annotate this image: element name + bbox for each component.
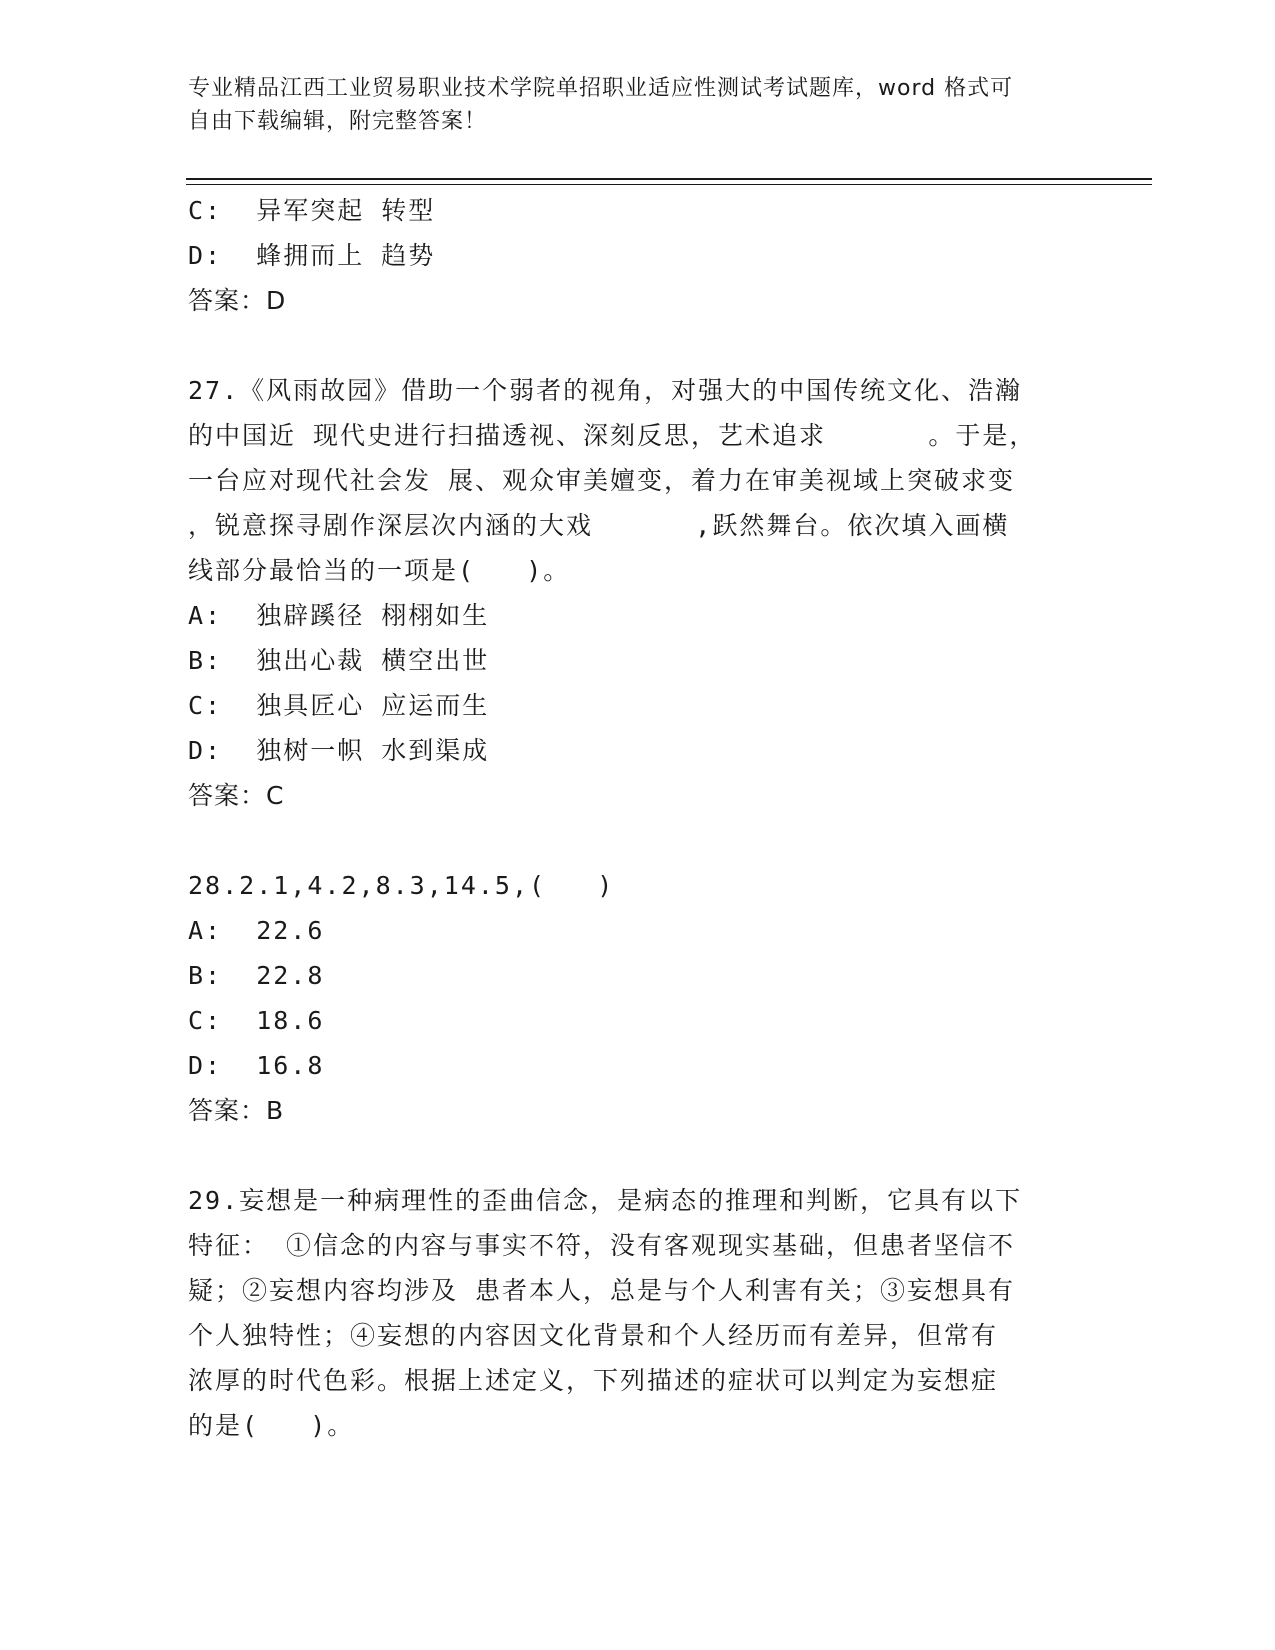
q29-stem-line: 29.妄想是一种病理性的歪曲信念，是病态的推理和判断，它具有以下 [188, 1186, 1023, 1215]
page-header [188, 72, 1088, 138]
q27-option-c: C: 独具匠心 应运而生 [188, 691, 490, 720]
q27-stem-line: 一台应对现代社会发 展、观众审美嬗变，着力在审美视域上突破求变 [188, 466, 1016, 495]
q26-option-c: C: 异军突起 转型 [188, 196, 436, 225]
q28-option-c: C: 18.6 [188, 1006, 325, 1035]
spacer [188, 323, 1088, 368]
q29-stem-line: 个人独特性；④妄想的内容因文化背景和个人经历而有差异，但常有 [188, 1321, 999, 1350]
q26-option-d: D: 蜂拥而上 趋势 [188, 241, 436, 270]
q29-stem-line: 的是( )。 [188, 1411, 355, 1440]
q28-answer: 答案：B [188, 1096, 285, 1125]
question-26-tail [188, 188, 1088, 323]
q29-stem-line: 浓厚的时代色彩。根据上述定义，下列描述的症状可以判定为妄想症 [188, 1366, 999, 1395]
q29-stem-line: 特征： ①信念的内容与事实不符，没有客观现实基础，但患者坚信不 [188, 1231, 1016, 1260]
q26-answer: 答案：D [188, 286, 287, 315]
question-27 [188, 368, 1088, 818]
question-28 [188, 863, 1088, 1133]
q27-stem-line: ，锐意探寻剧作深层次内涵的大戏 ,跃然舞台。依次填入画横 [188, 511, 1010, 540]
q27-option-d: D: 独树一帜 水到渠成 [188, 736, 490, 765]
q28-option-d: D: 16.8 [188, 1051, 325, 1080]
question-29 [188, 1178, 1088, 1448]
spacer [188, 818, 1088, 863]
q27-stem-line: 27.《风雨故园》借助一个弱者的视角，对强大的中国传统文化、浩瀚 [188, 376, 1023, 405]
q29-stem-line: 疑；②妄想内容均涉及 患者本人，总是与个人利害有关；③妄想具有 [188, 1276, 1016, 1305]
q27-stem-line: 的中国近 现代史进行扫描透视、深刻反思，艺术追求 。于是， [188, 421, 1037, 450]
q27-option-b: B: 独出心裁 横空出世 [188, 646, 490, 675]
q28-stem: 28.2.1,4.2,8.3,14.5,( ) [188, 871, 615, 900]
header-rule-thin [186, 184, 1152, 185]
spacer [188, 1133, 1088, 1178]
q28-option-b: B: 22.8 [188, 961, 325, 990]
q27-option-a: A: 独辟蹊径 栩栩如生 [188, 601, 490, 630]
q27-answer: 答案：C [188, 781, 285, 810]
q28-option-a: A: 22.6 [188, 916, 325, 945]
header-line-2: 自由下载编辑，附完整答案！ [188, 109, 488, 134]
q27-stem-line: 线部分最恰当的一项是( )。 [188, 556, 571, 585]
header-rule-thick [186, 178, 1152, 180]
header-line-1: 专业精品江西工业贸易职业技术学院单招职业适应性测试考试题库，word 格式可 [188, 76, 1014, 101]
question-content [188, 188, 1088, 1448]
